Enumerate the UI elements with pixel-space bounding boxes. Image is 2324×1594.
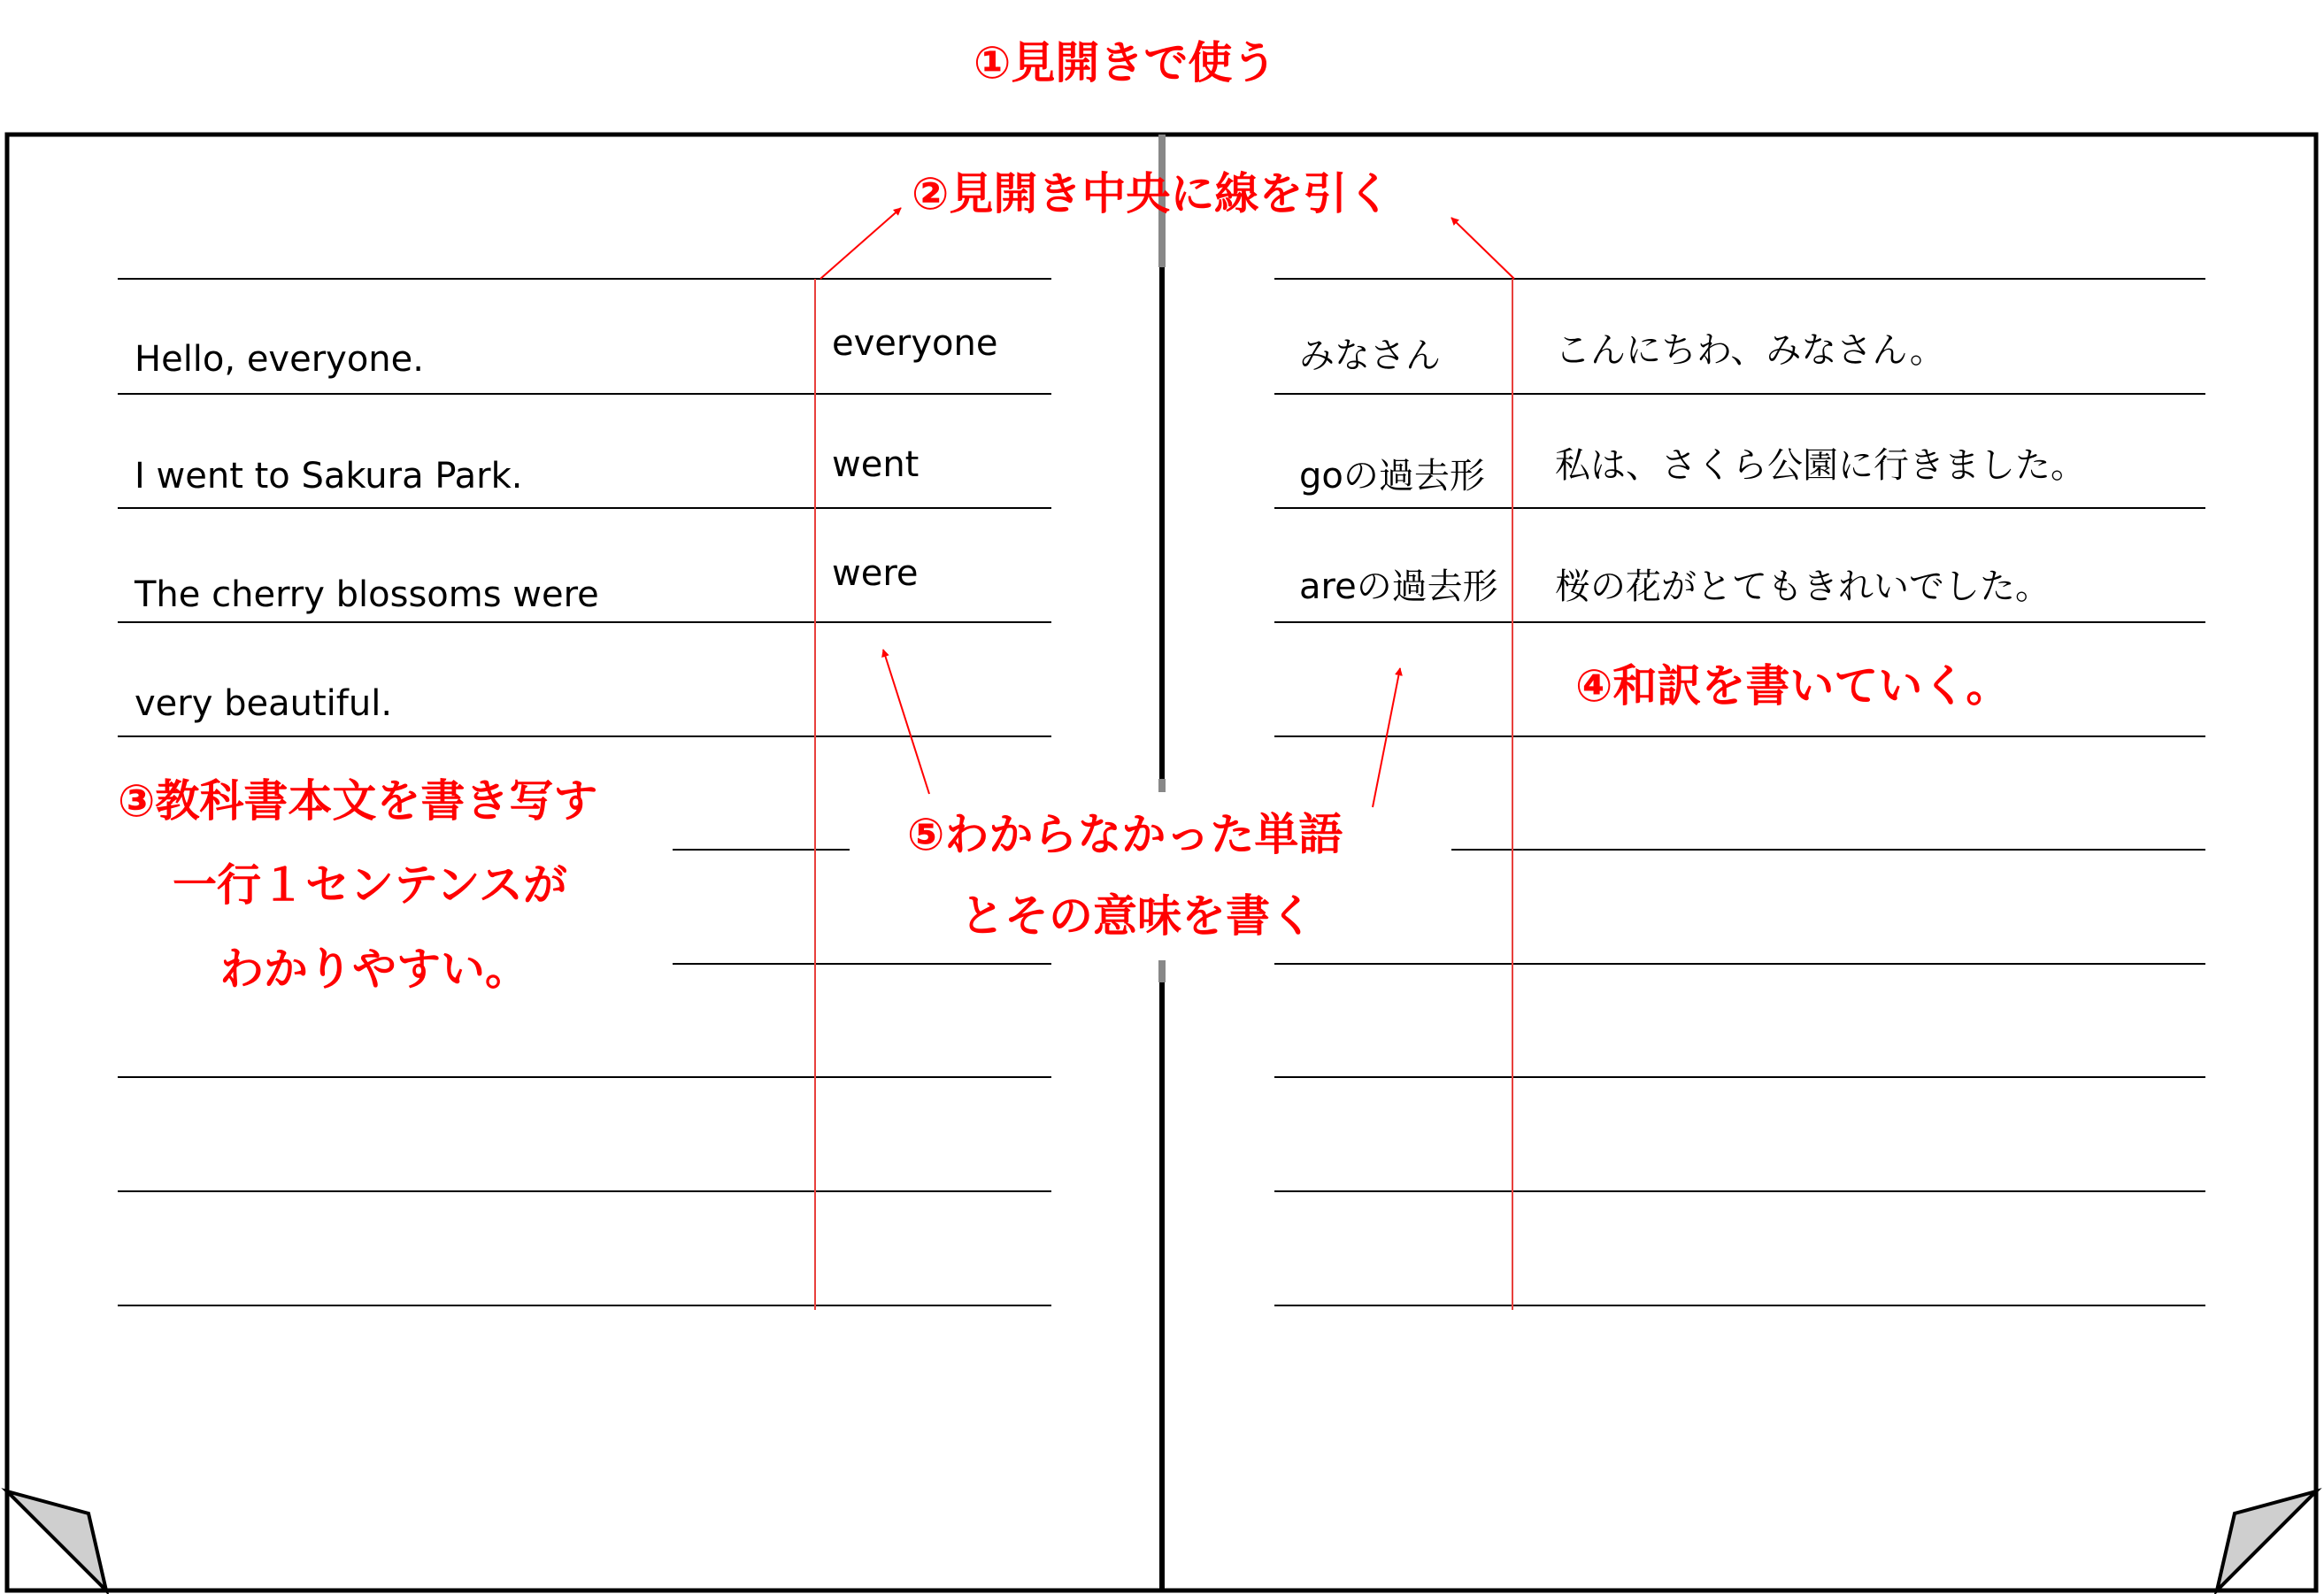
word-2: went [832,444,920,485]
translation-1: こんにちわ、みなさん。 [1555,330,1945,371]
meaning-2: goの過去形 [1299,456,1485,497]
word-3: were [832,553,919,594]
sentence-4: very beautiful. [135,683,393,724]
note-step5-line1: ⑤わからなかった単語 [907,809,1343,860]
note-step3-line1: ③教科書本文を書き写す [118,775,598,827]
meaning-3: areの過去形 [1299,566,1498,607]
note-step4: ④和訳を書いていく。 [1575,660,2011,712]
sentence-3: The cherry blossoms were [135,574,599,615]
meaning-1: みなさん [1299,335,1441,376]
note-step3-line3: わかりやすい。 [219,943,529,995]
translation-3: 桜の花がとてもきれいでした。 [1555,566,2051,607]
translation-2: 私は、さくら公園に行きました。 [1555,445,2086,486]
note-step2: ②見開き中央に線を引く [912,168,1392,219]
note-step5-line2: とその意味を書く [960,890,1314,942]
sentence-1: Hello, everyone. [135,339,424,380]
note-step1: ①見開きで使う [973,37,1277,89]
sentence-2: I went to Sakura Park. [135,456,523,497]
note-step3-line2: 一行１センテンスが [173,859,567,911]
word-1: everyone [832,323,998,364]
